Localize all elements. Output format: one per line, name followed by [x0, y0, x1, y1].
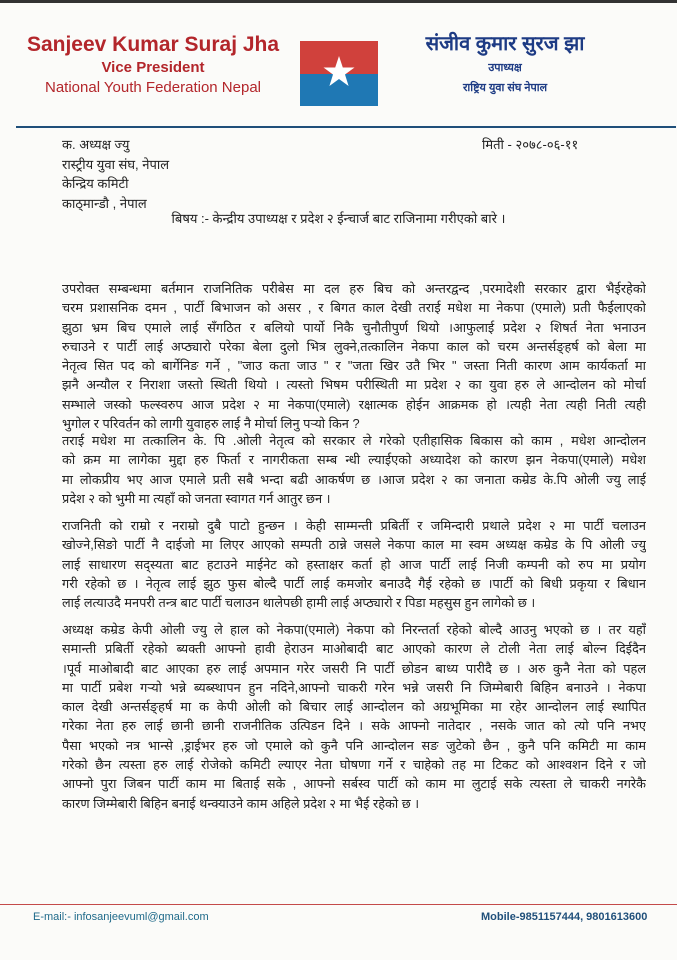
paragraph-line: कारण जिम्मेबारी बिहिन बनाई थन्क्याउने काम अहिले प्रदेश २ मा भैई रहेको छ ।	[62, 795, 420, 811]
paragraph-line: नेतृत्व सित पद को बार्गेनिङ गर्ने , "जाउ कता जाउ " र "जता खिर उतै भिर " जस्ता निती कारण आम कार्यकर्ता मा	[62, 358, 646, 374]
paragraph-line: खोज्ने,सिङो पार्टी नै दाईजो मा लिएर आएको सम्पती ठान्ने जसले नेकपा काल मा स्वम अध्यक्ष कम्रेड के पि ओली ज्यु	[62, 537, 646, 553]
paragraph-line: राजनिती को राम्रो र नराम्रो दुबै पाटो हुन्छन । केही साम्मन्ती प्रबिर्ती र जमिन्दारी प्रथाले प्रदेश २ मा पार्टी चलाउन	[62, 518, 646, 533]
footer-email: E-mail:- infosanjeevuml@gmail.com	[33, 911, 209, 923]
paragraph-line: सम्भाले जस्को फल्स्वरुप आज प्रदेश २ मा नेकपा(एमाले) रक्षात्मक होईन आक्रमक हो ।त्यही नेता त्यही निती त्यही	[62, 396, 646, 412]
paragraph-line: गरेको छैन त्यस्ता हरु लाई रोजेको कमिटी ल्याएर नेता घोषणा गर्ने र चाहेको तह मा टिकट को आश्वशन दिने र जो	[62, 757, 646, 773]
paragraph-line: चरम प्रशासनिक दमन , पार्टी बिभाजन को असर , र बिगत काल देखी तराई मधेश मा नेकपा (एमाले) प्रती फैईलाएको	[62, 300, 646, 316]
paragraph-line: को क्रम मा लागेका मुद्दा हरु फिर्ता र नागरीकता सम्ब न्धी ल्याईएको अध्यादेश को कारण झन नेकपा(एमाले) मधेश	[62, 452, 646, 468]
recipient-line: काठ्मान्डौ , नेपाल	[62, 195, 147, 211]
paragraph-line: ।पूर्व माओबादी बाट आएका हरु लाई अपमान गरेर जसरी नि पार्टी छोडन बाध्य पारीदै छ । अरु कुनै नेता को पहल	[62, 660, 646, 676]
paragraph-line: समान्ती प्रबिर्ती रहेको ब्यक्ती आफ्नो हावी हेराउन माओबादी बाट आएको कारण ले टोली नेता लाई बोल्न दिईदैन	[62, 641, 646, 657]
sender-title-np: उपाध्यक्ष	[488, 62, 522, 74]
paragraph-line: तराई मधेश मा तत्कालिन के. पि .ओली नेतृत्व को सरकार ले गरेको एतीहासिक बिकास को काम , मधेश आन्दोलन	[62, 433, 646, 448]
letterhead-nepali	[400, 30, 610, 98]
paragraph-line: आफ्नो पुरा जिबन पार्टी काम मा बिताई सके , आफ्नो सर्बस्व पार्टी को काम मा लुटाई सके त्यस्ता ले चाकरी नगरेकै	[62, 776, 646, 792]
letter-subject: बिषय :- केन्द्रीय उपाध्यक्ष र प्रदेश २ ईन्चार्ज बाट राजिनामा गरीएको बारे ।	[171, 211, 506, 226]
paragraph-1	[62, 279, 646, 433]
paragraph-line: झनै अन्यौल र निराशा जस्तो स्थिती थियो । त्यस्तो भिषम परीस्थिती मा प्रदेश २ का युवा हरु ले आन्दोलन को मोर्चा	[62, 377, 646, 393]
paragraph-line: अध्यक्ष कम्रेड केपी ओली ज्यु ले हाल को नेकपा(एमाले) नेकपा को निरन्तर्ता रहेको बोल्दै आउनु भएको छ । तर यहाँ	[62, 622, 646, 637]
recipient-line: क. अध्यक्ष ज्यु	[62, 137, 130, 152]
paragraph-4	[62, 620, 646, 813]
footer-divider	[0, 904, 677, 905]
sender-org-en: National Youth Federation Nepal	[45, 79, 261, 96]
paragraph-line: मा पार्टी प्रबेश गर्‍यो भन्ने ब्यब्स्थापन हुन नदिने,आफ्नो चाकरी गरेन भन्ने जसरी नि जिम्मेबारी बिहिन बनाउने । नेकपा	[62, 679, 646, 695]
paragraph-line: मा लोकप्रीय भए आज एमाले प्रती सबै भन्दा बढी आकर्षण छ ।आज प्रदेश २ का जनाता कम्रेड के.पि ओली ज्यु लाई	[62, 471, 646, 487]
paragraph-line: गरेका नेता हरु लाई छानी छानी राजनीतिक उत्पिडन दिने । सके आफ्नो नातेदार , नसके जात को त्यो पनि नभए	[62, 718, 646, 734]
sender-title-en: Vice President	[101, 59, 205, 76]
scan-top-edge	[0, 0, 677, 3]
paragraph-line: झुठा भ्रम बिच एमाले लाई सँगठित र बलियो पार्यो निकै चुनौतीपुर्ण थियो ।आफुलाई प्रदेश २ शिषर्त नेता भनाउन	[62, 319, 646, 335]
letterhead-english	[18, 32, 288, 98]
paragraph-line: लाई साधारण सद्स्यता बाट हटाउने माईनेट को हस्ताक्षर कर्ता हो आज पार्टी लाई निजी कम्पनी को रुप मा प्रयोग	[62, 556, 646, 572]
sender-org-np: राष्ट्रिय युवा संघ नेपाल	[462, 82, 548, 94]
recipient-line: केन्द्रिय कमिटी	[62, 176, 129, 191]
paragraph-2	[62, 431, 646, 508]
paragraph-line: उपरोक्त सम्बन्धमा बर्तमान राजनितिक परीबेस मा दल हरु बिच को अन्तरद्वन्द ,परमादेशी सरकार द्वारा भैईरहेको	[62, 281, 646, 296]
footer-mobile: Mobile-9851157444, 9801613600	[481, 911, 648, 923]
paragraph-3	[62, 516, 646, 612]
paragraph-line: रुचाउने र पार्टी लाई अप्ठ्यारो परेका बेला दुलो भित्र लुक्ने,तत्कालिन नेकपा काल को चरम अन्तर्सङ्हर्ष को बेला मा	[62, 338, 646, 354]
recipient-address	[62, 135, 169, 213]
paragraph-line: भुगोल र परिवर्तन को लागी युवाहरु लाई नै मोर्चा लिनु पर्‍यो किन ?	[62, 416, 360, 432]
letter-date: मिती - २०७८-०६-११	[482, 137, 579, 152]
paragraph-line: गरी रहेको छ । नेतृत्व लाई झुठ फुस बोल्दै पार्टी लाई कमजोर बनाउदै गैई रहेको छ ।पार्टी को बिधी प्रकृया र बिधान	[62, 575, 646, 591]
party-flag-icon	[300, 41, 378, 106]
paragraph-line: काल देखी अन्तर्सङ्हर्ष मा क केपी ओली को बिचार लाई आन्दोलन को अग्रभूमिका मा रहेर आन्दोलन लाई स्थापित	[62, 699, 646, 715]
recipient-line: रास्ट्रीय युवा संघ, नेपाल	[62, 156, 170, 172]
header-divider	[16, 126, 676, 128]
paragraph-line: लाई लत्याउदै मनपरी तन्त्र बाट पार्टी चलाउन थालेपछी हामी लाई अप्ठ्यारो र पिडा महसुस हुन लागेको छ ।	[62, 595, 536, 611]
sender-name-np: संजीव कुमार सुरज झा	[425, 33, 585, 55]
paragraph-line: पैसा भएको नत्र भान्से ,ड्राईभर हरु जो एमाले को कुनै पनि आन्दोलन सङ जुटेको छैन , कुनै पनि कमिटी मा काम	[62, 737, 646, 753]
sender-name-en: Sanjeev Kumar Suraj Jha	[26, 33, 280, 56]
paragraph-line: प्रदेश २ को भुमी मा त्यहाँ को जनता स्वागत गर्न आतुर छन ।	[62, 490, 331, 506]
